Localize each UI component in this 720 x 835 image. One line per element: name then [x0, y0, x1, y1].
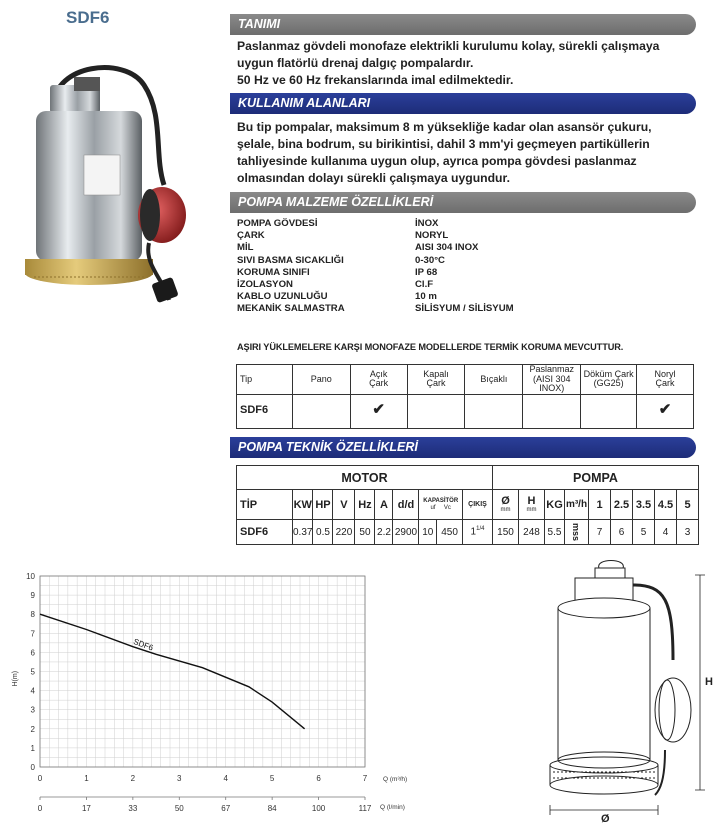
height-unit: mm	[526, 507, 537, 513]
kullanim-text	[237, 119, 697, 187]
cell-head: 4	[655, 520, 677, 545]
diameter-unit: mm	[500, 507, 511, 513]
check-cell	[407, 394, 465, 428]
col-diameter	[493, 490, 519, 520]
col-m3h: m³/h	[565, 490, 589, 520]
impeller-type-table	[236, 364, 694, 429]
col-kw: KW	[293, 490, 313, 520]
cell-kw: 0.37	[293, 520, 313, 545]
property-row	[237, 291, 677, 303]
type-cell: SDF6	[237, 394, 293, 428]
height-symbol: H	[527, 495, 536, 507]
y-tick-label: 9	[30, 591, 35, 601]
y-tick-label: 0	[30, 763, 35, 772]
property-key: KORUMA SINIFI	[237, 266, 310, 278]
y-tick-label: 3	[30, 705, 35, 715]
check-cell	[581, 394, 637, 428]
cell-dd: 2900	[393, 520, 419, 545]
col-height	[519, 490, 545, 520]
x2-tick-label: 0	[37, 804, 43, 813]
x-tick-label: 1	[84, 774, 89, 783]
cell-hp: 0.5	[313, 520, 333, 545]
diameter-symbol: Ø	[501, 495, 510, 507]
motor-group-header: MOTOR	[237, 466, 493, 490]
x-axis-label: Q (m³/h)	[383, 776, 408, 783]
text-line: tahliyesinde kullanıma uygun olup, ayrıca pompa gövdesi paslanmaz	[237, 154, 637, 168]
thermal-protection-notice: AŞIRI YÜKLEMELERE KARŞI MONOFAZE MODELLERDE TERMİK KORUMA MEVCUTTUR.	[237, 342, 624, 352]
height-dimension-label: H	[705, 676, 713, 688]
y-tick-label: 10	[26, 572, 35, 581]
cell-height: 248	[519, 520, 545, 545]
text-line: olmasından dolayı sürekli çalışmaya uygundur.	[237, 171, 510, 185]
col-q: 3.5	[633, 490, 655, 520]
row-tip: SDF6	[237, 520, 293, 545]
property-row	[237, 267, 677, 279]
tanimi-text	[237, 38, 697, 89]
x2-tick-label: 17	[81, 804, 91, 813]
x-tick-label: 4	[223, 774, 228, 783]
col-dd: d/d	[393, 490, 419, 520]
x-tick-label: 5	[269, 774, 275, 783]
section-heading-kullanim: KULLANIM ALANLARI	[230, 93, 696, 114]
cell-head: 7	[589, 520, 611, 545]
property-key: İZOLASYON	[237, 278, 293, 290]
property-value: NORYL	[415, 230, 449, 242]
col-hp: HP	[313, 490, 333, 520]
col-hz: Hz	[355, 490, 375, 520]
pump-photo	[14, 45, 204, 305]
x2-axis-label: Q (l/min)	[380, 804, 405, 811]
property-value: AISI 304 INOX	[415, 242, 479, 254]
pump-dimension-drawing	[515, 560, 720, 825]
cell-head: 6	[611, 520, 633, 545]
y-tick-label: 8	[30, 610, 35, 620]
series-label: SDF6	[132, 637, 155, 653]
x2-tick-label: 67	[221, 804, 231, 813]
diameter-dimension-label: Ø	[601, 813, 610, 825]
property-key: ÇARK	[237, 230, 265, 242]
section-heading-malzeme: POMPA MALZEME ÖZELLİKLERİ	[230, 192, 696, 213]
property-row	[237, 218, 677, 230]
col-kg: KG	[545, 490, 565, 520]
header-cell: Tip	[237, 365, 293, 395]
x-tick-label: 3	[177, 774, 182, 783]
property-value: Cl.F	[415, 278, 434, 290]
check-cell	[637, 394, 694, 428]
property-row	[237, 303, 677, 315]
performance-chart	[0, 560, 420, 825]
cell-kg: 5.5	[545, 520, 565, 545]
property-row	[237, 242, 677, 254]
header-cell: Döküm Çark (GG25)	[581, 365, 637, 395]
x2-tick-label: 100	[311, 804, 326, 813]
header-cell: Noryl Çark	[637, 365, 694, 395]
property-value: 0-30°C	[415, 254, 445, 266]
text-line: Bu tip pompalar, maksimum 8 m yüksekliğe kadar olan asansör çukuru,	[237, 120, 652, 134]
text-line: 50 Hz ve 60 Hz frekanslarında imal edilmektedir.	[237, 73, 514, 87]
check-cell	[523, 394, 581, 428]
x2-tick-label: 50	[174, 804, 184, 813]
cell-hz: 50	[355, 520, 375, 545]
header-cell: Açık Çark	[350, 365, 407, 395]
x-tick-label: 6	[316, 774, 321, 783]
section-heading-teknik: POMPA TEKNİK ÖZELLİKLERİ	[230, 437, 696, 458]
x2-tick-label: 84	[267, 804, 277, 813]
x2-tick-label: 117	[358, 804, 372, 813]
x2-tick-label: 33	[128, 804, 138, 813]
y-tick-label: 1	[30, 743, 35, 753]
property-key: KABLO UZUNLUĞU	[237, 291, 328, 303]
page-title: SDF6	[66, 8, 110, 27]
check-cell	[292, 394, 350, 428]
section-heading-tanimi: TANIMI	[230, 14, 696, 35]
header-cell: Kapalı Çark	[407, 365, 465, 395]
text-line: Paslanmaz gövdeli monofaze elektrikli kurulumu kolay, sürekli çalışmaya	[237, 39, 660, 53]
text-line: uygun flatörlü drenaj dalgıç pompalardır.	[237, 56, 474, 70]
pump-group-header: POMPA	[493, 466, 699, 490]
y-tick-label: 6	[30, 648, 35, 658]
kapasitor-label: KAPASİTÖR	[423, 497, 459, 504]
property-row	[237, 279, 677, 291]
y-axis-label: H(m)	[12, 670, 19, 687]
kapasitor-units	[419, 505, 462, 512]
property-row	[237, 255, 677, 267]
cell-cikis	[463, 520, 493, 545]
property-key: MİL	[237, 242, 254, 254]
check-icon: ✔	[372, 401, 385, 419]
cell-mss	[565, 520, 589, 545]
header-cell: Pano	[292, 365, 350, 395]
property-value: IP 68	[415, 266, 438, 278]
cell-head: 3	[677, 520, 699, 545]
property-key: SIVI BASMA SICAKLIĞI	[237, 254, 344, 266]
unit-vc: Vc	[443, 504, 451, 511]
col-q: 2.5	[611, 490, 633, 520]
material-properties	[237, 218, 677, 316]
property-value: İNOX	[415, 218, 439, 229]
col-q: 1	[589, 490, 611, 520]
property-value: SİLİSYUM / SİLİSYUM	[415, 303, 514, 315]
check-cell	[465, 394, 523, 428]
technical-specs-table	[236, 465, 699, 545]
cell-uf: 10	[419, 520, 437, 545]
text-line: şelale, bina bodrum, su birikintisi, dahil 3 mm'yi geçmeyen partiküllerin	[237, 137, 650, 151]
y-tick-label: 4	[30, 686, 35, 696]
cikis-fraction: 1/4	[476, 526, 485, 533]
col-cikis: ÇIKIŞ	[463, 490, 493, 520]
check-icon: ✔	[658, 401, 672, 419]
cell-v: 220	[333, 520, 355, 545]
property-value: 10 m	[415, 291, 437, 303]
header-cell: Paslanmaz (AISI 304 INOX)	[523, 365, 581, 395]
col-tip: TİP	[237, 490, 293, 520]
property-key: POMPA GÖVDESİ	[237, 218, 318, 229]
col-q: 4.5	[655, 490, 677, 520]
x-tick-label: 7	[362, 774, 368, 783]
y-tick-label: 2	[30, 724, 35, 734]
col-v: V	[333, 490, 355, 520]
property-row	[237, 230, 677, 242]
col-a: A	[375, 490, 393, 520]
y-tick-label: 7	[30, 629, 35, 639]
header-cell: Bıçaklı	[465, 365, 523, 395]
x-tick-label: 2	[130, 774, 136, 783]
cell-vc: 450	[437, 520, 463, 545]
y-tick-label: 5	[30, 667, 35, 677]
cikis-value: 1	[470, 526, 477, 538]
mss-label: mss	[571, 522, 582, 542]
cell-a: 2.2	[375, 520, 393, 545]
col-kapasitor	[419, 490, 463, 520]
property-key: MEKANİK SALMASTRA	[237, 303, 345, 315]
cell-head: 5	[633, 520, 655, 545]
cell-diameter: 150	[493, 520, 519, 545]
col-q: 5	[677, 490, 699, 520]
check-cell	[350, 394, 407, 428]
x-tick-label: 0	[37, 774, 43, 783]
unit-uf: uf	[430, 504, 436, 511]
